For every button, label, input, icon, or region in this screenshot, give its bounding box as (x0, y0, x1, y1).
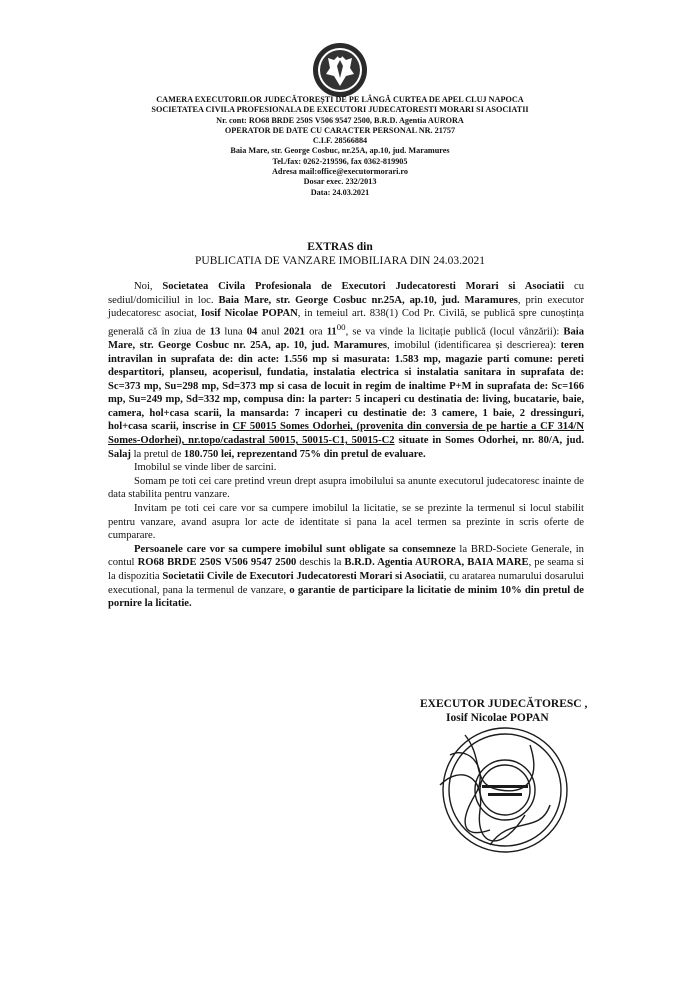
signature-title: EXECUTOR JUDECĂTORESC , (420, 698, 588, 710)
bold-span: Baia Mare, str. George Cosbuc nr.25A, ap.10, jud. Maramures (218, 294, 518, 306)
bold-span: Societatea Civila Profesionala de Executori Judecatoresti Morari si Asociatii (162, 281, 565, 292)
bold-span: B.R.D. Agentia AURORA, BAIA MARE (344, 557, 529, 569)
bold-span: 2021 (283, 326, 305, 338)
header-line: Tel./fax: 0262-219596, fax 0362-819905 (272, 156, 408, 166)
bold-span: 04 (246, 326, 258, 338)
bold-span: 13 (209, 326, 221, 338)
header-line: SOCIETATEA CIVILA PROFESIONALA DE EXECUTORI JUDECATORESTI MORARI SI ASOCIATII (151, 105, 529, 115)
bold-span: RO68 BRDE 250S V506 9547 2500 (137, 557, 297, 569)
bold-span: Persoanele care vor sa cumpere imobilul sunt obligate sa consemneze (134, 543, 456, 555)
text-span: , prin executor judecatoresc asociat, (108, 294, 584, 320)
paragraph-invitation: Invitam pe toti cei care vor sa cumpere imobilul la licitatie, se se prezinte la termenul si locul stabilit pentru vanzare, avand asupra lor acte de identitate si pana la acel termen sa prezinte in scris oferte de cumparare. (108, 503, 584, 542)
text-span: Noi, (134, 281, 163, 292)
header-line: Adresa mail:office@executormorari.ro (272, 167, 408, 177)
signature-name: Iosif Nicolae POPAN (446, 712, 549, 724)
title-line-1: EXTRAS din (307, 241, 373, 253)
document-body (108, 280, 584, 611)
paragraph-announcement (108, 280, 584, 461)
text-span: luna (220, 326, 247, 338)
text-span: , se va vinde la licitație publică (locul vânzării): (345, 326, 564, 338)
bold-span: o garantie de participare la licitatie de minim 10% din pretul de pornire la licitatie. (108, 584, 584, 610)
official-stamp-icon (430, 715, 580, 865)
header-line: Dosar exec. 232/2013 (303, 177, 377, 187)
header-line: Nr. cont: RO68 BRDE 250S V506 9547 2500, B.R.D. Agentia AURORA (216, 115, 464, 125)
text-span: la pretul de (130, 448, 184, 460)
text-span: ora (304, 326, 327, 338)
text-span: , pe seama si la dispozitia (108, 557, 584, 582)
title-line-2: PUBLICATIA DE VANZARE IMOBILIARA DIN 24.03.2021 (195, 254, 485, 267)
text-span: , in temeiul art. 838(1) Cod Pr. Civilă, se publică spre cunoștința generală că în ziua de (108, 308, 584, 338)
header-line: CAMERA EXECUTORILOR JUDECĂTOREȘTI DE PE LÂNGĂ CURTEA DE APEL CLUJ NAPOCA (156, 95, 524, 104)
bold-span: 11 (326, 326, 337, 338)
underlined-cadastral: CF 50015 Somes Odorhei, (provenita din conversia de pe hartie a CF 314/N Somes-Odorhei), nr.topo/cadastral 50015, 50015-C1, 50015-C2 (108, 421, 584, 447)
paragraph-encumbrance: Imobilul se vinde liber de sarcini. (134, 462, 277, 474)
bold-span: 180.750 lei, reprezentand 75% din pretul de evaluare. (183, 448, 426, 460)
paragraph-summons: Somam pe toti cei care pretind vreun drept asupra imobilului sa anunte executorul judecatoresc inainte de data stabilita pentru vanzare. (108, 475, 584, 501)
text-span: anul (257, 326, 284, 338)
text-span: la BRD-Societe Generale, in contul (108, 543, 584, 569)
text-span: deschis la (296, 557, 345, 569)
header-line: OPERATOR DE DATE CU CARACTER PERSONAL NR. 21757 (224, 125, 456, 135)
bold-span: teren intravilan in suprafata de: din acte: 1.556 mp si masurata: 1.583 mp, magazie parti comune: pereti despartitori, planseu, acoperisul, fundatia, instalatia electrica si instalatia sanitara in suprafata de: Sc=373 mp, Su=298 mp, Sd=373 mp si casa de locuit in regim de inaltime P+M in suprafata de: Sc=166 mp, Su=249 mp, Sd=332 mp, compusa din: la parter: 5 incaperi cu destinatia de: living, bucatarie, baie, camera, hol+casa scarii, la mansarda: 7 incaperi cu destinatie de: 3 camere, 1 baie, 2 dressinguri, hol+casa scarii, inscrise in (108, 339, 584, 433)
header-line: Baia Mare, str. George Cosbuc, nr.25A, ap.10, jud. Maramures (230, 146, 450, 156)
text-span: , imobilul (identificarea și descrierea): (387, 339, 561, 351)
letterhead (100, 95, 580, 198)
superscript: 00 (336, 321, 346, 332)
header-line: Data: 24.03.2021 (310, 187, 370, 197)
bold-span: Baia Mare, str. George Cosbuc nr. 25A, ap. 10, jud. Maramures (108, 326, 585, 351)
document-title (100, 241, 580, 268)
header-line: C.I.F. 28566884 (312, 136, 368, 146)
paragraph-deposit (108, 543, 584, 611)
emblem-seal-icon (312, 42, 368, 98)
bold-span: situate in Somes Odorhei, nr. 80/A, jud. Salaj (108, 435, 584, 460)
bold-span: Societatii Civile de Executori Judecatoresti Morari si Asociatii (162, 571, 444, 582)
bold-span: Iosif Nicolae POPAN (200, 308, 298, 320)
text-span: cu sediul/domiciliul in loc. (108, 281, 584, 306)
text-span: , cu aratarea numarului dosarului executional, pana la termenul de vanzare, (108, 571, 584, 596)
